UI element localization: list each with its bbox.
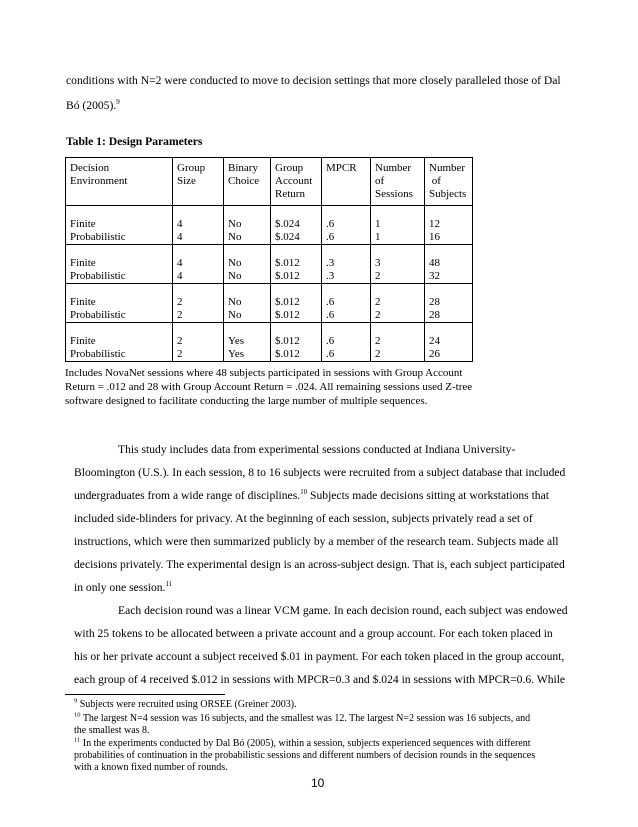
table-cell: 32 (425, 270, 473, 284)
table-cell: Yes (224, 348, 271, 362)
footnote-ref-9[interactable]: 9 (116, 98, 120, 107)
para2-line: with 25 tokens to be allocated between a private account and a group account. For each token placed in (74, 627, 553, 640)
table-row (66, 270, 473, 284)
footnote-11-cont: with a known fixed number of rounds. (74, 762, 228, 773)
table-cell: 3 (371, 245, 425, 271)
table-cell: 4 (173, 245, 224, 271)
table-cell: No (224, 231, 271, 245)
table-cell: $.012 (271, 348, 322, 362)
table-cell: No (224, 206, 271, 232)
table-row (66, 284, 473, 310)
intro-line-1: conditions with N=2 were conducted to move to decision settings that more closely paralleled those of Dal (66, 74, 561, 87)
footnote-ref-10[interactable]: 10 (300, 488, 308, 497)
footnote-ref-11[interactable]: 11 (165, 580, 173, 589)
table-cell: Finite (66, 245, 173, 271)
para2-line: each group of 4 received $.012 in sessions with MPCR=0.3 and $.024 in sessions with MPCR=0.6. While (74, 673, 566, 686)
table-row (66, 348, 473, 362)
design-parameters-table (65, 157, 473, 362)
table-cell: 2 (371, 309, 425, 323)
table-cell: Finite (66, 206, 173, 232)
table-note-line: Includes NovaNet sessions where 48 subjects participated in sessions with Group Account (65, 367, 463, 379)
table-cell: Yes (224, 323, 271, 349)
table-cell: $.012 (271, 309, 322, 323)
header-decision-environment: Decision Environment (66, 158, 173, 206)
table-cell: $.024 (271, 206, 322, 232)
table-cell: 2 (371, 323, 425, 349)
para1-line: undergraduates from a wide range of disciplines.$^{10}$ Subjects made decisions sitting at workstations that (74, 488, 549, 502)
table-cell: Probabilistic (66, 348, 173, 362)
table-row (66, 231, 473, 245)
header-mpcr: MPCR (322, 158, 371, 206)
para1-line: decisions privately. The experimental design is an across-subject design. That is, each subject participated (74, 558, 565, 571)
table-cell: 28 (425, 309, 473, 323)
table-cell: Probabilistic (66, 231, 173, 245)
table-cell: Probabilistic (66, 309, 173, 323)
table-cell: 28 (425, 284, 473, 310)
table-cell: $.012 (271, 323, 322, 349)
table-cell: 2 (371, 284, 425, 310)
table-cell: No (224, 270, 271, 284)
table-cell: 16 (425, 231, 473, 245)
table-cell: 2 (173, 284, 224, 310)
table-cell: Finite (66, 323, 173, 349)
table-cell: 4 (173, 206, 224, 232)
footnote-10-cont: the smallest was 8. (74, 725, 150, 736)
para1-line: instructions, which were then summarized publicly by a member of the research team. Subjects made all (74, 535, 559, 548)
table-cell: $.012 (271, 245, 322, 271)
table-cell: $.012 (271, 270, 322, 284)
table-cell: Probabilistic (66, 270, 173, 284)
table-cell: 2 (173, 323, 224, 349)
header-number-of-subjects: Number of Subjects (425, 158, 473, 206)
table-row (66, 206, 473, 232)
table-header-row (66, 158, 473, 206)
footnote-10: $^{10}$ The largest N=4 session was 16 subjects, and the smallest was 12. The largest N=2 session was 16 subjects, and (74, 711, 531, 724)
footnote-separator (65, 694, 225, 695)
header-group-account-return: Group Account Return (271, 158, 322, 206)
table-cell: 24 (425, 323, 473, 349)
para2-line: his or her private account a subject received $.01 in payment. For each token placed in the group account, (74, 650, 565, 663)
table-cell: .6 (322, 323, 371, 349)
header-number-of-sessions: Number of Sessions (371, 158, 425, 206)
table-cell: No (224, 245, 271, 271)
table-cell: 4 (173, 270, 224, 284)
para1-line: included side-blinders for privacy. At the beginning of each session, subjects privately read a set of (74, 512, 533, 525)
table-cell: .6 (322, 284, 371, 310)
table-cell: 2 (173, 348, 224, 362)
table-title: Table 1: Design Parameters (66, 135, 203, 148)
table-cell: No (224, 284, 271, 310)
table-note-line: Return = .012 and 28 with Group Account Return = .024. All remaining sessions used Z-tree (65, 381, 473, 393)
table-cell: 2 (173, 309, 224, 323)
table-cell: .6 (322, 206, 371, 232)
page-number: 10 (311, 776, 325, 790)
footnote-9: $^9$ Subjects were recruited using ORSEE (Greiner 2003). (74, 697, 297, 710)
table-cell: .6 (322, 309, 371, 323)
table-cell: .3 (322, 245, 371, 271)
table-cell: 1 (371, 206, 425, 232)
table-cell: 12 (425, 206, 473, 232)
table-cell: 26 (425, 348, 473, 362)
table-note-line: software designed to facilitate conducting the large number of multiple sequences. (65, 395, 428, 407)
table-cell: No (224, 309, 271, 323)
table-cell: Finite (66, 284, 173, 310)
table-cell: 48 (425, 245, 473, 271)
table-cell: .6 (322, 348, 371, 362)
table-row (66, 245, 473, 271)
para1-line: in only one session.$^{11}$ (74, 580, 173, 594)
table-cell: 2 (371, 270, 425, 284)
para1-line: This study includes data from experimental sessions conducted at Indiana University- (118, 443, 516, 456)
para2-line: Each decision round was a linear VCM game. In each decision round, each subject was endowed (118, 604, 568, 617)
para1-line: Bloomington (U.S.). In each session, 8 to 16 subjects were recruited from a subject database that included (74, 466, 566, 479)
table-cell: $.024 (271, 231, 322, 245)
header-group-size: Group Size (173, 158, 224, 206)
table-row (66, 323, 473, 349)
table-cell: 1 (371, 231, 425, 245)
footnote-11-cont: probabilities of continuation in the probabilistic sessions and different numbers of decision rounds in the sequences (74, 750, 536, 761)
table-cell: .6 (322, 231, 371, 245)
header-binary-choice: Binary Choice (224, 158, 271, 206)
table-cell: 2 (371, 348, 425, 362)
table-cell: 4 (173, 231, 224, 245)
intro-line-2: Bó (2005).$^9$ (66, 98, 120, 112)
table-cell: $.012 (271, 284, 322, 310)
table-row (66, 309, 473, 323)
table-cell: .3 (322, 270, 371, 284)
footnote-11: $^{11}$ In the experiments conducted by Dal Bó (2005), within a session, subjects experienced sequences with different (74, 736, 531, 749)
